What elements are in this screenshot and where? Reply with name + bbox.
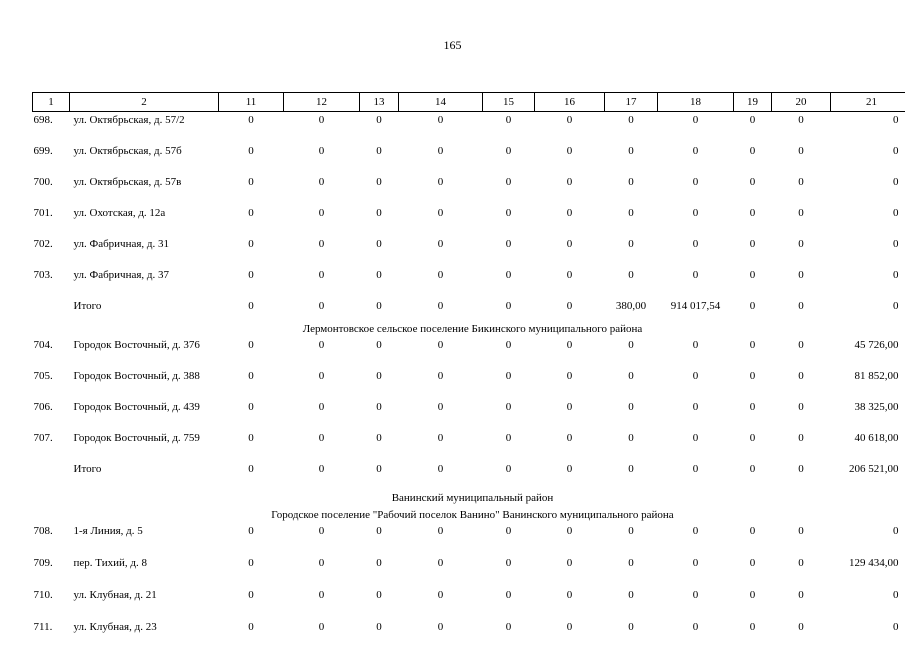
- value-cell: 0: [605, 430, 658, 461]
- value-cell: 0: [284, 399, 360, 430]
- value-cell: 0: [399, 174, 483, 205]
- table-header: [33, 93, 905, 112]
- value-cell: 0: [658, 368, 734, 399]
- row-number: 700.: [33, 174, 70, 205]
- address-cell: ул. Клубная, д. 21: [70, 587, 219, 619]
- value-cell: 914 017,54: [658, 298, 734, 320]
- table-row: [33, 523, 905, 555]
- value-cell: 0: [483, 267, 535, 298]
- value-cell: 0: [772, 399, 831, 430]
- value-cell: 0: [399, 399, 483, 430]
- section-heading: Ванинский муниципальный район: [33, 489, 905, 506]
- value-cell: 0: [772, 337, 831, 368]
- value-cell: 0: [535, 523, 605, 555]
- value-cell: 0: [658, 267, 734, 298]
- row-number: 704.: [33, 337, 70, 368]
- value-cell: 0: [831, 619, 905, 651]
- value-cell: 0: [284, 337, 360, 368]
- value-cell: 0: [535, 298, 605, 320]
- value-cell: 0: [399, 619, 483, 651]
- value-cell: 0: [605, 267, 658, 298]
- column-header: 11: [219, 93, 284, 112]
- value-cell: 0: [399, 298, 483, 320]
- address-cell: Городок Восточный, д. 388: [70, 368, 219, 399]
- value-cell: 0: [658, 399, 734, 430]
- address-cell: ул. Октябрьская, д. 57в: [70, 174, 219, 205]
- value-cell: 0: [535, 143, 605, 174]
- value-cell: 0: [605, 143, 658, 174]
- value-cell: 0: [399, 337, 483, 368]
- value-cell: 0: [831, 112, 905, 144]
- row-number: 710.: [33, 587, 70, 619]
- value-cell: 0: [734, 555, 772, 587]
- value-cell: 0: [772, 174, 831, 205]
- value-cell: 0: [605, 523, 658, 555]
- value-cell: 0: [772, 267, 831, 298]
- address-cell: ул. Фабричная, д. 31: [70, 236, 219, 267]
- value-cell: 0: [219, 587, 284, 619]
- value-cell: 0: [284, 523, 360, 555]
- value-cell: 0: [605, 174, 658, 205]
- value-cell: 0: [605, 337, 658, 368]
- row-number: 699.: [33, 143, 70, 174]
- section-row: [33, 506, 905, 523]
- address-cell: Городок Восточный, д. 439: [70, 399, 219, 430]
- value-cell: 0: [658, 523, 734, 555]
- value-cell: 0: [658, 461, 734, 483]
- column-header: 15: [483, 93, 535, 112]
- value-cell: 0: [399, 143, 483, 174]
- value-cell: 0: [658, 587, 734, 619]
- value-cell: 0: [535, 399, 605, 430]
- row-number: 706.: [33, 399, 70, 430]
- column-header: 12: [284, 93, 360, 112]
- value-cell: 0: [772, 619, 831, 651]
- value-cell: 0: [605, 399, 658, 430]
- value-cell: 0: [831, 143, 905, 174]
- table-row: [33, 143, 905, 174]
- value-cell: 0: [734, 143, 772, 174]
- value-cell: 0: [605, 587, 658, 619]
- table-row: [33, 555, 905, 587]
- value-cell: 0: [219, 337, 284, 368]
- value-cell: 0: [399, 555, 483, 587]
- value-cell: 0: [219, 112, 284, 144]
- data-table: [32, 92, 905, 651]
- address-cell: ул. Октябрьская, д. 57б: [70, 143, 219, 174]
- value-cell: 40 618,00: [831, 430, 905, 461]
- table-row: [33, 174, 905, 205]
- value-cell: 0: [831, 267, 905, 298]
- row-number: 701.: [33, 205, 70, 236]
- value-cell: 0: [360, 523, 399, 555]
- value-cell: 0: [219, 461, 284, 483]
- row-number: 702.: [33, 236, 70, 267]
- value-cell: 0: [284, 174, 360, 205]
- value-cell: 0: [483, 555, 535, 587]
- value-cell: 0: [399, 267, 483, 298]
- table-row: [33, 619, 905, 651]
- value-cell: 0: [284, 555, 360, 587]
- value-cell: 0: [734, 368, 772, 399]
- value-cell: 206 521,00: [831, 461, 905, 483]
- value-cell: 0: [360, 461, 399, 483]
- row-number: 711.: [33, 619, 70, 651]
- value-cell: 0: [605, 555, 658, 587]
- value-cell: 0: [399, 523, 483, 555]
- value-cell: 0: [219, 205, 284, 236]
- value-cell: 0: [658, 112, 734, 144]
- value-cell: 0: [658, 174, 734, 205]
- value-cell: 0: [734, 112, 772, 144]
- value-cell: 0: [360, 587, 399, 619]
- row-number: 705.: [33, 368, 70, 399]
- value-cell: 0: [483, 337, 535, 368]
- value-cell: 380,00: [605, 298, 658, 320]
- table-row: [33, 430, 905, 461]
- column-header: 16: [535, 93, 605, 112]
- value-cell: 0: [284, 112, 360, 144]
- column-header: 17: [605, 93, 658, 112]
- value-cell: 0: [772, 430, 831, 461]
- table-row: [33, 267, 905, 298]
- row-number: 707.: [33, 430, 70, 461]
- value-cell: 0: [360, 205, 399, 236]
- value-cell: 0: [772, 205, 831, 236]
- value-cell: 0: [483, 174, 535, 205]
- table-row: [33, 236, 905, 267]
- value-cell: 0: [658, 619, 734, 651]
- address-cell: Городок Восточный, д. 376: [70, 337, 219, 368]
- value-cell: 0: [483, 205, 535, 236]
- value-cell: 0: [605, 461, 658, 483]
- value-cell: 0: [360, 399, 399, 430]
- value-cell: 0: [772, 236, 831, 267]
- value-cell: 0: [535, 205, 605, 236]
- value-cell: 0: [772, 112, 831, 144]
- row-number: 703.: [33, 267, 70, 298]
- value-cell: 0: [399, 205, 483, 236]
- address-cell: 1-я Линия, д. 5: [70, 523, 219, 555]
- header-row: [33, 93, 905, 112]
- value-cell: 45 726,00: [831, 337, 905, 368]
- column-header: 2: [70, 93, 219, 112]
- value-cell: 0: [772, 587, 831, 619]
- section-heading: Лермонтовское сельское поселение Бикинского муниципального района: [33, 320, 905, 337]
- value-cell: 0: [399, 368, 483, 399]
- value-cell: 0: [831, 298, 905, 320]
- table-row: [33, 112, 905, 144]
- value-cell: 0: [535, 555, 605, 587]
- value-cell: 0: [360, 430, 399, 461]
- value-cell: 0: [734, 337, 772, 368]
- value-cell: 0: [284, 619, 360, 651]
- row-number: 709.: [33, 555, 70, 587]
- value-cell: 0: [360, 267, 399, 298]
- value-cell: 0: [219, 399, 284, 430]
- value-cell: 0: [734, 430, 772, 461]
- value-cell: 0: [284, 430, 360, 461]
- value-cell: 0: [399, 461, 483, 483]
- value-cell: 0: [399, 112, 483, 144]
- value-cell: 0: [360, 112, 399, 144]
- value-cell: 0: [360, 298, 399, 320]
- value-cell: 0: [605, 368, 658, 399]
- value-cell: 0: [483, 619, 535, 651]
- value-cell: 0: [360, 337, 399, 368]
- value-cell: 0: [734, 399, 772, 430]
- value-cell: 0: [734, 298, 772, 320]
- value-cell: 0: [734, 619, 772, 651]
- total-row: [33, 461, 905, 483]
- value-cell: 0: [831, 523, 905, 555]
- table-row: [33, 587, 905, 619]
- value-cell: 0: [219, 174, 284, 205]
- value-cell: 0: [284, 205, 360, 236]
- value-cell: 0: [284, 143, 360, 174]
- value-cell: 0: [284, 236, 360, 267]
- value-cell: 0: [535, 587, 605, 619]
- row-number: [33, 461, 70, 483]
- value-cell: 0: [831, 587, 905, 619]
- value-cell: 0: [483, 461, 535, 483]
- value-cell: 0: [483, 143, 535, 174]
- value-cell: 0: [483, 112, 535, 144]
- address-cell: пер. Тихий, д. 8: [70, 555, 219, 587]
- value-cell: 0: [734, 461, 772, 483]
- value-cell: 0: [399, 236, 483, 267]
- value-cell: 0: [535, 619, 605, 651]
- value-cell: 0: [399, 430, 483, 461]
- value-cell: 0: [772, 143, 831, 174]
- value-cell: 0: [284, 461, 360, 483]
- section-heading: Городское поселение "Рабочий поселок Ванино" Ванинского муниципального района: [33, 506, 905, 523]
- value-cell: 0: [535, 461, 605, 483]
- value-cell: 0: [535, 267, 605, 298]
- value-cell: 0: [831, 205, 905, 236]
- value-cell: 0: [360, 143, 399, 174]
- address-cell: Городок Восточный, д. 759: [70, 430, 219, 461]
- value-cell: 0: [605, 619, 658, 651]
- column-header: 19: [734, 93, 772, 112]
- value-cell: 0: [360, 368, 399, 399]
- value-cell: 0: [605, 112, 658, 144]
- value-cell: 0: [219, 267, 284, 298]
- value-cell: 0: [219, 555, 284, 587]
- value-cell: 0: [658, 236, 734, 267]
- address-cell: ул. Охотская, д. 12а: [70, 205, 219, 236]
- value-cell: 0: [658, 205, 734, 236]
- value-cell: 0: [772, 368, 831, 399]
- value-cell: 81 852,00: [831, 368, 905, 399]
- value-cell: 0: [658, 555, 734, 587]
- value-cell: 0: [219, 143, 284, 174]
- value-cell: 0: [535, 112, 605, 144]
- value-cell: 0: [284, 587, 360, 619]
- table-row: [33, 205, 905, 236]
- value-cell: 0: [360, 619, 399, 651]
- value-cell: 38 325,00: [831, 399, 905, 430]
- column-header: 20: [772, 93, 831, 112]
- value-cell: 0: [219, 523, 284, 555]
- value-cell: 0: [360, 174, 399, 205]
- value-cell: 0: [399, 587, 483, 619]
- address-cell: ул. Клубная, д. 23: [70, 619, 219, 651]
- value-cell: 0: [772, 523, 831, 555]
- value-cell: 0: [658, 143, 734, 174]
- address-cell: ул. Фабричная, д. 37: [70, 267, 219, 298]
- value-cell: 0: [360, 555, 399, 587]
- value-cell: 0: [219, 430, 284, 461]
- table-row: [33, 399, 905, 430]
- row-number: [33, 298, 70, 320]
- column-header: 21: [831, 93, 905, 112]
- value-cell: 0: [483, 399, 535, 430]
- value-cell: 0: [734, 205, 772, 236]
- value-cell: 129 434,00: [831, 555, 905, 587]
- value-cell: 0: [284, 267, 360, 298]
- column-header: 1: [33, 93, 70, 112]
- value-cell: 0: [219, 236, 284, 267]
- table-body: [33, 112, 905, 651]
- value-cell: 0: [734, 236, 772, 267]
- table-row: [33, 368, 905, 399]
- value-cell: 0: [284, 298, 360, 320]
- value-cell: 0: [483, 587, 535, 619]
- row-number: 708.: [33, 523, 70, 555]
- value-cell: 0: [734, 267, 772, 298]
- value-cell: 0: [772, 298, 831, 320]
- value-cell: 0: [772, 461, 831, 483]
- value-cell: 0: [284, 368, 360, 399]
- table-row: [33, 337, 905, 368]
- value-cell: 0: [734, 523, 772, 555]
- value-cell: 0: [535, 368, 605, 399]
- column-header: 14: [399, 93, 483, 112]
- value-cell: 0: [219, 368, 284, 399]
- row-number: 698.: [33, 112, 70, 144]
- total-label: Итого: [70, 461, 219, 483]
- page-number: 165: [0, 38, 905, 53]
- total-row: [33, 298, 905, 320]
- value-cell: 0: [219, 298, 284, 320]
- value-cell: 0: [483, 430, 535, 461]
- value-cell: 0: [219, 619, 284, 651]
- value-cell: 0: [831, 174, 905, 205]
- value-cell: 0: [734, 174, 772, 205]
- value-cell: 0: [483, 298, 535, 320]
- section-row: [33, 320, 905, 337]
- value-cell: 0: [605, 236, 658, 267]
- value-cell: 0: [535, 430, 605, 461]
- value-cell: 0: [734, 587, 772, 619]
- value-cell: 0: [360, 236, 399, 267]
- value-cell: 0: [535, 236, 605, 267]
- section-row: [33, 489, 905, 506]
- value-cell: 0: [483, 368, 535, 399]
- value-cell: 0: [772, 555, 831, 587]
- value-cell: 0: [831, 236, 905, 267]
- value-cell: 0: [535, 337, 605, 368]
- value-cell: 0: [535, 174, 605, 205]
- column-header: 13: [360, 93, 399, 112]
- column-header: 18: [658, 93, 734, 112]
- address-cell: ул. Октябрьская, д. 57/2: [70, 112, 219, 144]
- total-label: Итого: [70, 298, 219, 320]
- value-cell: 0: [658, 337, 734, 368]
- value-cell: 0: [483, 523, 535, 555]
- value-cell: 0: [605, 205, 658, 236]
- value-cell: 0: [658, 430, 734, 461]
- value-cell: 0: [483, 236, 535, 267]
